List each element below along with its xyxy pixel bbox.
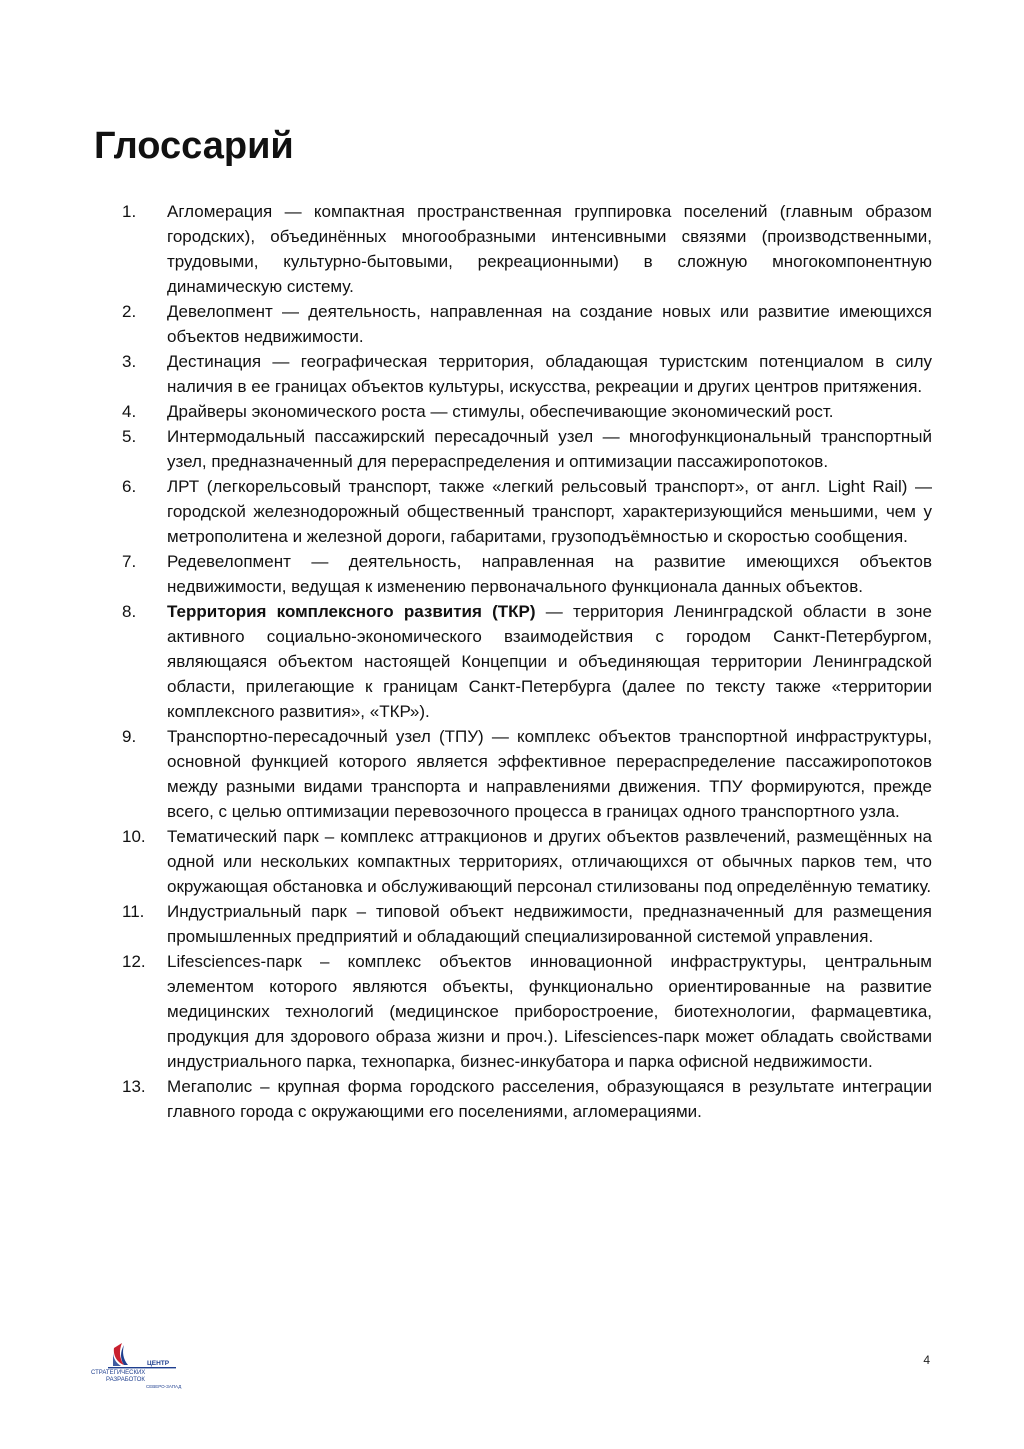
- item-definition: [167, 474, 932, 549]
- item-number: 11.: [122, 902, 145, 921]
- glossary-item: [122, 199, 932, 299]
- logo-line-1: ЦЕНТР: [147, 1360, 170, 1367]
- item-text: Мегаполис – крупная форма городского расселения, образующаяся в результате интеграции главного города с окружающими его поселениями, агломерациями.: [167, 1077, 932, 1121]
- glossary-item: [122, 424, 932, 474]
- item-text: Lifesciences-парк – комплекс объектов инновационной инфраструктуры, центральным элементом которого являются объекты, функционально ориентированные на развитие медицинских технологий (медицинское приборостроение, биотехнологии, фармацевтика, продукция для здорового образа жизни и проч.). Lifesciences-парк может обладать свойствами индустриального парка, технопарка, бизнес-инкубатора и парка офисной недвижимости.: [167, 952, 932, 1071]
- item-definition: [167, 299, 932, 349]
- item-text: Девелопмент — деятельность, направленная на создание новых или развитие имеющихся объектов недвижимости.: [167, 302, 932, 346]
- glossary-list: [122, 199, 932, 1124]
- item-text: Транспортно-пересадочный узел (ТПУ) — комплекс объектов транспортной инфраструктуры, основной функцией которого является эффективное перераспределение пассажиропотоков между разными видами транспорта и направлениями движения. ТПУ формируются, прежде всего, с целью оптимизации перевозочного процесса в границах одного транспортного узла.: [167, 727, 932, 821]
- glossary-item: [122, 399, 932, 424]
- item-text: Тематический парк – комплекс аттракционов и других объектов развлечений, размещённых на одной или нескольких компактных территориях, отличающихся от обычных парков тем, что окружающая обстановка и обслуживающий персонал стилизованы под определённую тематику.: [167, 827, 932, 896]
- item-text: ЛРТ (легкорельсовый транспорт, также «легкий рельсовый транспорт», от англ. Light Rail) — городской железнодорожный общественный транспорт, характеризующийся меньшими, чем у метрополитена и железной дороги, габаритами, грузоподъёмностью и скоростью сообщения.: [167, 477, 932, 546]
- glossary-item: [122, 899, 932, 949]
- glossary-item: [122, 299, 932, 349]
- glossary-item: [122, 824, 932, 899]
- item-number: 2.: [122, 302, 137, 321]
- item-number: 13.: [122, 1077, 146, 1096]
- footer-logo: [86, 1340, 196, 1392]
- item-text: Интермодальный пассажирский пересадочный узел — многофункциональный транспортный узел, предназначенный для перераспределения и оптимизации пассажиропотоков.: [167, 427, 932, 471]
- page-title: Глоссарий: [94, 125, 294, 167]
- item-term: Территория комплексного развития (ТКР): [167, 602, 536, 621]
- sail-logo-icon: [86, 1340, 196, 1392]
- logo-line-3: РАЗРАБОТОК: [106, 1377, 145, 1383]
- glossary-item: [122, 1074, 932, 1124]
- item-number: 9.: [122, 727, 137, 746]
- item-number: 5.: [122, 427, 137, 446]
- item-definition: [167, 399, 932, 424]
- item-text: Агломерация — компактная пространственная группировка поселений (главным образом городских), объединённых многообразными интенсивными связями (производственными, трудовыми, культурно-бытовыми, рекреационными) в сложную многокомпонентную динамическую систему.: [167, 202, 932, 296]
- item-definition: [167, 199, 932, 299]
- item-number: 7.: [122, 552, 137, 571]
- item-definition: [167, 949, 932, 1074]
- item-number: 3.: [122, 352, 137, 371]
- item-number: 4.: [122, 402, 137, 421]
- item-text: — территория Ленинградской области в зоне активного социально-экономического взаимодействия с городом Санкт-Петербургом, являющаяся объектом настоящей Концепции и объединяющая территории Ленинградской области, прилегающие к границам Санкт-Петербурга (далее по тексту также «территории комплексного развития», «ТКР»).: [167, 602, 932, 721]
- item-definition: [167, 599, 932, 724]
- logo-line-2: СТРАТЕГИЧЕСКИХ: [91, 1370, 146, 1376]
- item-definition: [167, 424, 932, 474]
- item-text: Редевелопмент — деятельность, направленная на развитие имеющихся объектов недвижимости, ведущая к изменению первоначального функционала данных объектов.: [167, 552, 932, 596]
- item-definition: [167, 724, 932, 824]
- item-definition: [167, 824, 932, 899]
- item-number: 8.: [122, 602, 137, 621]
- item-number: 12.: [122, 952, 146, 971]
- glossary-item: [122, 549, 932, 599]
- item-number: 10.: [122, 827, 146, 846]
- glossary-item: [122, 349, 932, 399]
- logo-line-4: СЕВЕРО-ЗАПАД: [146, 1384, 182, 1389]
- item-number: 1.: [122, 202, 137, 221]
- item-number: 6.: [122, 477, 137, 496]
- item-text: Дестинация — географическая территория, обладающая туристским потенциалом в силу наличия в ее границах объектов культуры, искусства, рекреации и других центров притяжения.: [167, 352, 932, 396]
- page-number: 4: [923, 1353, 930, 1367]
- item-definition: [167, 549, 932, 599]
- item-text: Индустриальный парк – типовой объект недвижимости, предназначенный для размещения промышленных предприятий и обладающий специализированной системой управления.: [167, 902, 932, 946]
- item-definition: [167, 1074, 932, 1124]
- item-definition: [167, 349, 932, 399]
- item-definition: [167, 899, 932, 949]
- glossary-item: [122, 724, 932, 824]
- glossary-item: [122, 599, 932, 724]
- glossary-item: [122, 474, 932, 549]
- glossary-item: [122, 949, 932, 1074]
- item-text: Драйверы экономического роста — стимулы, обеспечивающие экономический рост.: [167, 402, 834, 421]
